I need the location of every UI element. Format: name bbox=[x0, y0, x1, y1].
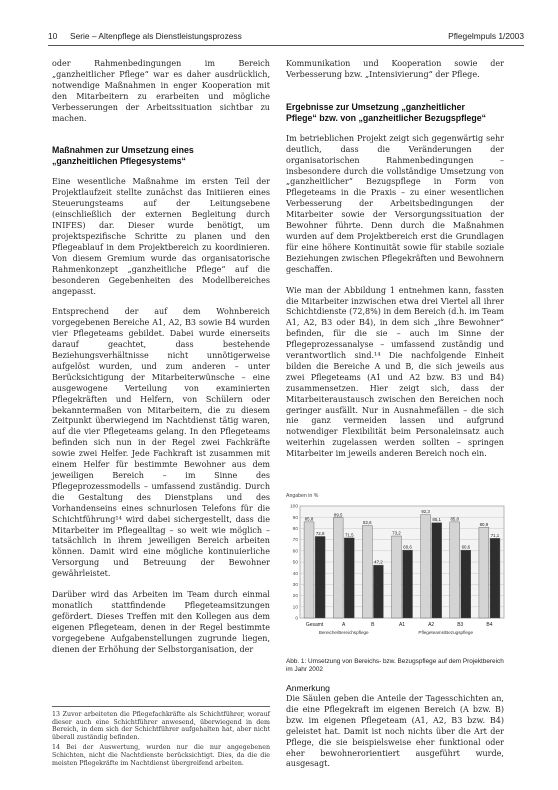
bar-value-label: 82,6 bbox=[363, 519, 372, 525]
y-tick-label: 90 bbox=[292, 515, 298, 521]
note-heading: Anmerkung bbox=[286, 683, 330, 693]
page-number: 10 bbox=[48, 31, 58, 41]
y-tick-label: 40 bbox=[292, 571, 298, 577]
category-label: B4 bbox=[486, 622, 493, 628]
bar bbox=[421, 515, 431, 618]
category-label: Gesamt bbox=[305, 622, 324, 628]
note-block bbox=[286, 683, 504, 770]
figure-1 bbox=[286, 493, 508, 674]
body-paragraph: Darüber wird das Arbeiten im Team durch einmal monatlich stattfindende Pflegeteamsitzungen gefördert. Dieses Treffen mit den Kollegen aus dem eigenen Pflegeteam, denen in der Regel bestimmte vorgegebene Aufgabenstellungen zugrunde liegen, dienen der Erhöhung der Selbstorganisation, der bbox=[52, 590, 270, 654]
bar bbox=[304, 522, 314, 618]
y-tick-label: 50 bbox=[292, 560, 298, 566]
y-tick-label: 80 bbox=[292, 527, 298, 532]
bar bbox=[344, 538, 354, 618]
section-heading-line-2: „ganzheitlichen Pflegesystems“ bbox=[52, 156, 186, 167]
footnote: 13 Zuvor arbeiteten die Pflegefachkräfte als Schichtführer, worauf dieser auch eine Schichtführer anwesend, überwiegend in dem Bereich, in dem sich der Schichtführer aufgehalten hat, aber nicht überall zuständig befinden. bbox=[52, 711, 270, 741]
right-column bbox=[286, 59, 504, 460]
section-heading bbox=[286, 102, 504, 124]
figure-caption: Abb. 1: Umsetzung von Bereichs- bzw. Bezugspflege auf dem Projektbereich im Jahr 2002 bbox=[286, 658, 504, 673]
bar bbox=[432, 523, 442, 618]
chart-grid bbox=[300, 506, 504, 618]
y-tick-label: 10 bbox=[292, 605, 298, 611]
intro-paragraph: Kommunikation und Kooperation sowie der Verbesserung bzw. „Intensivierung“ der Pflege. bbox=[286, 59, 504, 79]
bar-value-label: 71,1 bbox=[490, 532, 500, 538]
body-paragraph: Eine wesentliche Maßnahme im ersten Teil der Projektlaufzeit stellte zunächst das Initiieren eines Steuerungsteams auf der Leitungsebene (einschließlich der externen Begleitung durch INIFES) dar. Dieser wurde benötigt, um projektspezifische Schritte zu planen und den Pflegeablauf in dem Projektbereich zu koordinieren. Von diesem Gremium wurde das organisatorische Rahmenkonzept „ganzheitliche Pflege“ auf die besonderen Gegebenheiten des Modellbereiches angepasst. bbox=[52, 177, 270, 296]
bar bbox=[461, 550, 471, 618]
category-label: B3 bbox=[457, 622, 464, 628]
section-heading-line-1: Maßnahmen zur Umsetzung eines bbox=[52, 145, 194, 156]
bar-value-label: 92,3 bbox=[421, 509, 430, 515]
bar-value-label: 85,1 bbox=[432, 517, 441, 523]
bar-value-label: 72,8 bbox=[315, 530, 325, 536]
y-tick-label: 100 bbox=[289, 504, 298, 510]
y-tick-label: 0 bbox=[295, 616, 298, 622]
bar-value-label: 71,5 bbox=[344, 532, 354, 538]
bar-value-label: 89,5 bbox=[333, 512, 343, 518]
running-title: Serie – Altenpflege als Dienstleistungsprozess bbox=[70, 31, 242, 41]
section-heading bbox=[52, 145, 270, 167]
category-label: B bbox=[371, 622, 375, 628]
body-paragraph: Im betrieblichen Projekt zeigt sich gegenwärtig sehr deutlich, dass die Veränderungen der organisatorischen Rahmenbedingungen – insbesondere durch die vollständige Umsetzung von „ganzheitlicher“ Bezugspflege in Form von Pflegeteams in die Praxis – zu einer wesentlichen Verbesserung der Arbeitsbedingungen der Mitarbeiter sowie der Versorgungssituation der Bewohner führte. Denn durch die Maßnahmen wurden auf dem Projektbereich erst die Grundlagen für eine höhere Kontinuität sowie für stabile soziale Beziehungen zwischen Pflegekräften und Bewohnern geschaffen. bbox=[286, 133, 504, 274]
note-text: Die Säulen geben die Anteile der Tagesschichten an, die eine Pflegekraft im eigenen Bereich (A bzw. B) bzw. im eigenen Pflegeteam (A1, A2, B3 bzw. B4) geleistet hat. Damit ist noch nichts über die Art der Pflege, die sie beispielsweise eher funktional oder eher bewohnerorientiert ausgeführt wurde, ausgesagt. bbox=[286, 694, 504, 769]
bar-value-label: 85,8 bbox=[450, 516, 460, 522]
category-label: A2 bbox=[428, 622, 435, 628]
group-label: Pflegeteams/Bezugspflege bbox=[418, 630, 474, 635]
category-label: A bbox=[342, 622, 346, 628]
bar bbox=[403, 550, 413, 618]
bar bbox=[362, 525, 372, 618]
y-tick-label: 30 bbox=[292, 583, 298, 588]
y-tick-label: 20 bbox=[292, 594, 298, 600]
group-label: Bereiche/Bereichspflege bbox=[318, 630, 369, 635]
section-heading-line-1: Ergebnisse zur Umsetzung „ganzheitlicher bbox=[286, 101, 465, 112]
y-tick-label: 60 bbox=[292, 549, 298, 555]
bar bbox=[450, 522, 460, 618]
bar bbox=[373, 565, 383, 618]
bar-value-label: 60,6 bbox=[403, 544, 412, 550]
bar-value-label: 73,2 bbox=[392, 530, 401, 536]
footnotes bbox=[52, 706, 270, 770]
bar bbox=[391, 536, 401, 618]
body-paragraph: Wie man der Abbildung 1 entnehmen kann, fassten die Mitarbeiter inzwischen etwa drei Viertel all ihrer Schichtdienste (72,8%) in dem Bereich (d.h. im Team A1, A2, B3 oder B4), in dem sich „ihre Bewohner“ befinden, für die sie – auch im Sinne der Pflegeprozessanalyse – umfassend zuständig und verantwortlich sind.¹⁴ Die nachfolgende Einheit bilden die Bereiche A und B, die sich jeweils aus zwei Pflegeteams (A1 und A2 bzw. B3 und B4) zusammensetzen. Hier zeigt sich, dass der Mitarbeiteraustausch zwischen den Bereichen noch geringer ausfällt. Nur in Ausnahmefällen – die sich nie ganz vermeiden lassen und aufgrund notwendiger Flexibilität beim Personaleinsatz auch weiterhin zugelassen werden sollten – springen Mitarbeiter im jeweils anderen Bereich noch ein. bbox=[286, 285, 504, 459]
journal-name: Pflegelmpuls 1/2003 bbox=[448, 31, 524, 41]
bar-value-label: 60,6 bbox=[461, 544, 471, 550]
footnote: 14 Bei der Auswertung, wurden nur die nur angegebenen Schichten, nicht die Nachtdienste berücksichtigt. Dies, da die die meisten Pflegekräfte im Nachtdienst übergreifend arbeiten. bbox=[52, 744, 270, 767]
bar-value-label: 80,9 bbox=[479, 521, 489, 527]
bar bbox=[333, 518, 343, 618]
running-header bbox=[48, 31, 524, 46]
bar-chart bbox=[286, 500, 508, 650]
category-label: A1 bbox=[398, 622, 406, 628]
intro-paragraph: oder Rahmenbedingungen im Bereich „ganzheitlicher Pflege“ war es daher ausdrücklich, notwendige Maßnahmen in enger Kooperation mit den Mitarbeitern zu erarbeiten und mögliche Verbesserungen der Arbeitssituation sichtbar zu machen. bbox=[52, 59, 270, 123]
bar bbox=[479, 527, 489, 618]
section-heading-line-2: Pflege“ bzw. von „ganzheitlicher Bezugspflege“ bbox=[286, 112, 487, 123]
chart-title: Angaben in % bbox=[286, 493, 319, 499]
bar-value-label: 85,8 bbox=[304, 516, 314, 522]
bar bbox=[490, 538, 500, 618]
y-tick-label: 70 bbox=[292, 538, 298, 544]
bar bbox=[315, 536, 325, 618]
bar-value-label: 47,2 bbox=[374, 559, 383, 565]
left-column bbox=[52, 59, 270, 656]
body-paragraph: Entsprechend der auf dem Wohnbereich vorgegebenen Bereiche A1, A2, B3 sowie B4 wurden vier Pflegeteams gebildet. Dabei wurde einerseits darauf geachtet, dass bestehende Beziehungsverhältnisse nicht unnötigerweise aufgelöst wurden, und zum anderen – unter Berücksichtigung der Mitarbeiterwünsche – eine ausgewogene Verteilung von examinierten Pflegekräften und Helfern, von Schülern oder bekanntermaßen von Mitarbeitern, die zu diesem Zeitpunkt überwiegend im Nachtdienst tätig waren, auf die vier Pflegeteams gelang. In den Pflegeteams befinden sich nun in der Regel zwei Fachkräfte sowie zwei Helfer. Jede Fachkraft ist zusammen mit einem Helfer für bestimmte Bewohner aus dem jeweiligen Bereich – im Sinne des Pflegeprozessmodells – umfassend zuständig. Durch die Gestaltung des Dienstplans und des Vorhandenseins eines schnurlosen Telefons für die Schichtführung¹⁴ wird dabei sichergestellt, dass die Mitarbeiter im Pflegealltag – so weit wie möglich – tatsächlich in ihrem jeweiligen Bereich arbeiten können. Damit wird eine mögliche kontinuierliche Versorgung und Betreuung der Bewohner gewährleistet. bbox=[52, 307, 270, 579]
